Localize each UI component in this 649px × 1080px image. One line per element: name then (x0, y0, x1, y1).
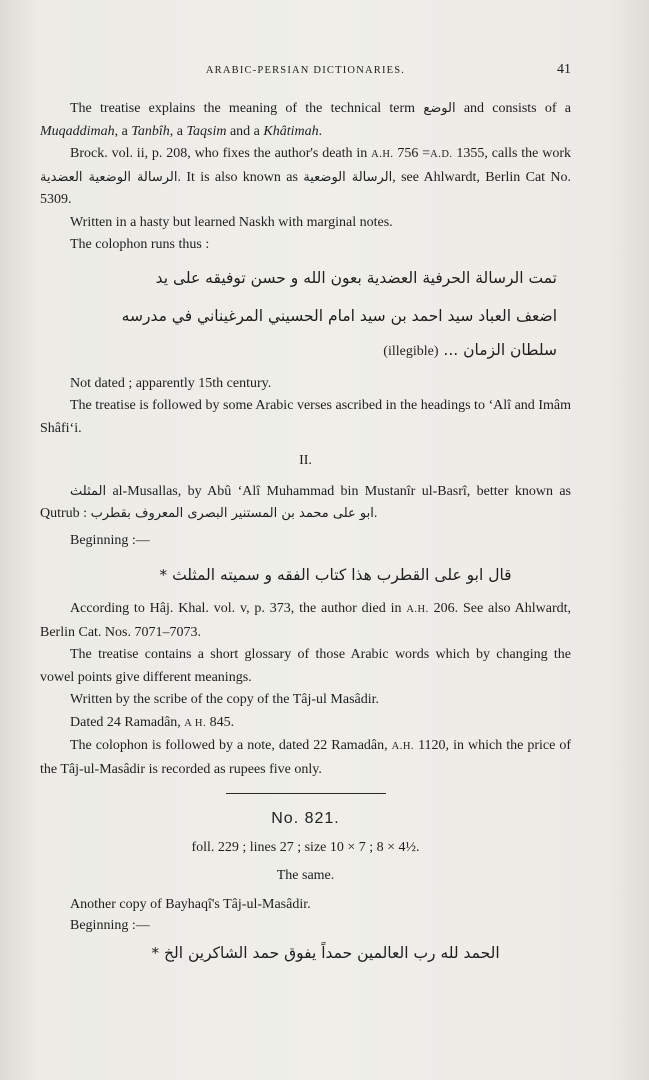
entry-number: No. 821. (271, 810, 340, 827)
term-khatimah: Khâtimah (263, 123, 319, 139)
colophon-line-1: تمت الرسالة الحرفية العضدية بعون الله و حسن توفيقه على يد (155, 268, 557, 287)
text: 1355, calls the work (452, 146, 571, 161)
section-divider (226, 793, 386, 794)
beginning-label: Beginning :— (70, 532, 150, 548)
paragraph-section-title (40, 481, 571, 526)
entry-same: The same. (276, 868, 335, 883)
paragraph-treatise (40, 98, 571, 143)
era-abbrev: A H. (184, 717, 207, 729)
paragraph-scribe: Written by the scribe of the copy of the Tâj-ul Masâdir. (70, 692, 380, 707)
text: , a (169, 123, 187, 139)
paragraph-brockelmann (40, 143, 571, 212)
paragraph-colophon-intro: The colophon runs thus : (70, 237, 210, 252)
text: , a (114, 123, 132, 139)
text: The colophon is followed by a note, dated 22 Ramadân, (70, 738, 392, 753)
colophon-arabic (40, 259, 571, 367)
running-head: ARABIC-PERSIAN DICTIONARIES. (205, 65, 406, 76)
text: The treatise explains the meaning of the technical term (70, 101, 424, 116)
beginning-arabic: قال ابو علی القطرب هذا كتاب الفقه و سميته المثلث * (159, 566, 512, 584)
paragraph-verses: The treatise is followed by some Arabic verses ascribed in the headings to ‘Alî and Imâm Shâfi‘i. (40, 398, 571, 436)
text: 1120, in which the price of the Tâj-ul-Masâdir is recorded as rupees five only. (40, 738, 571, 777)
text: and a (226, 123, 264, 139)
arabic-title: المثلث (70, 483, 107, 499)
text: According to Hâj. Khal. vol. v, p. 373, the author died in (70, 601, 407, 616)
era-abbrev: A.H. (406, 604, 429, 615)
arabic-term: الوضع (423, 101, 456, 116)
entry-beginning-arabic: الحمد لله رب العالمين حمداً يفوق حمد الشاكرين الخ * (151, 944, 500, 962)
paragraph-glossary: The treatise contains a short glossary of those Arabic words which by changing the vowel points give different meanings. (40, 647, 571, 685)
page-body (40, 98, 571, 976)
text: . (318, 123, 323, 139)
entry-details: foll. 229 ; lines 27 ; size 10 × 7 ; 8 × 4½. (191, 839, 420, 855)
arabic-author-name: ابو علی محمد بن المستنير البصری المعروف بقطرب (90, 506, 374, 521)
text: al-Musallas, by Abû ‘Alî Muhammad bin Mustanîr ul-Basrî, better known as Qutrub : (40, 483, 571, 521)
text: 756 = (393, 146, 431, 161)
arabic-alt-title: الرسالة الوضعية (303, 169, 393, 185)
entry-beginning-label: Beginning :— (70, 918, 150, 933)
term-muqaddimah: Muqaddimah (40, 123, 115, 139)
section-number: II. (299, 453, 312, 468)
term-taqsim: Taqsim (186, 123, 227, 139)
text: . (373, 506, 378, 521)
entry-description: Another copy of Bayhaqî's Tâj-ul-Masâdir. (70, 896, 311, 912)
colophon-line-3-arabic: سلطان الزمان ... (443, 340, 557, 359)
era-abbrev: A.D. (430, 149, 453, 160)
text: 206. See also Ahlwardt, Berlin Cat. Nos. 7071–7073. (40, 601, 571, 640)
colophon-line-3 (40, 335, 571, 367)
paragraph-date: Not dated ; apparently 15th century. (70, 375, 272, 391)
text: Brock. vol. ii, p. 208, who fixes the author's death in (70, 146, 372, 161)
illegible-note: (illegible) (383, 343, 439, 359)
era-abbrev: A.H. (391, 741, 415, 752)
paragraph-haj-khal (40, 598, 571, 644)
arabic-work-title: الرسالة الوضعية العضدية (40, 169, 178, 185)
text: Dated 24 Ramadân, (70, 714, 185, 730)
text: and consists of a (455, 101, 571, 116)
text: . It is also known as (177, 169, 304, 185)
paragraph-dated (40, 712, 571, 736)
colophon-line-2: اضعف العباد سيد احمد بن سيد امام الحسيني المرغيناني في مدرسه (121, 306, 557, 325)
paragraph-script: Written in a hasty but learned Naskh with marginal notes. (70, 214, 393, 230)
text: , see Ahlwardt, Berlin Cat No. 5309. (40, 169, 571, 207)
page-number: 41 (557, 62, 571, 77)
term-tanbih: Tanbîh (131, 123, 170, 139)
paragraph-price-note (40, 735, 571, 781)
page-header (40, 62, 571, 82)
text: 845. (206, 714, 235, 730)
era-abbrev: A.H. (371, 149, 394, 160)
